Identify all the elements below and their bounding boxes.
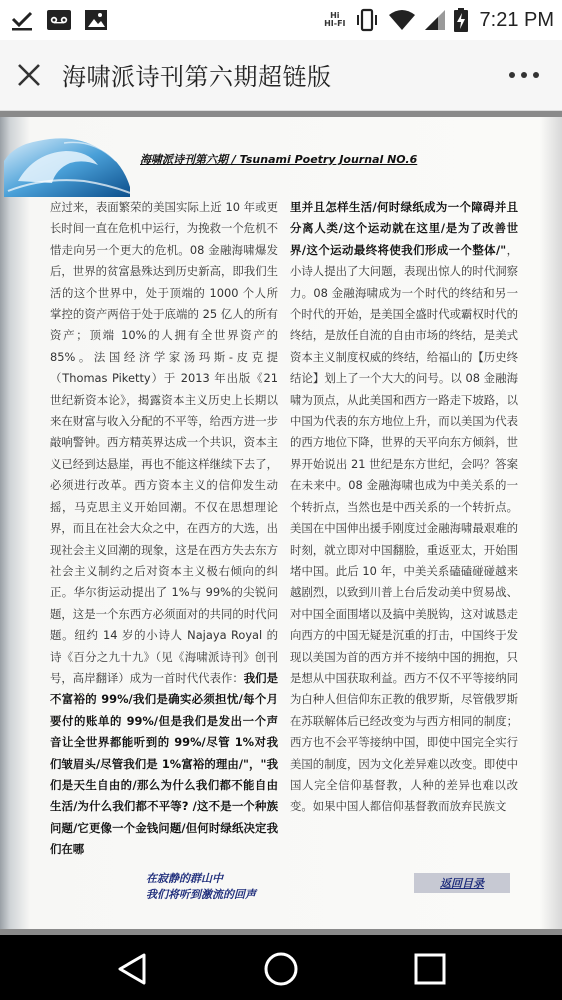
wifi-icon bbox=[388, 9, 416, 31]
more-options-icon[interactable] bbox=[506, 64, 542, 86]
return-to-contents-label: 返回目录 bbox=[440, 877, 484, 890]
article-text: 应过来，表面繁荣的美国实际上近 10 年或更长时间一直在危机中运行，为挽救一个危机不惜走向另一个更大的危机。08 金融海啸爆发后，世界的贫富悬殊达到历史新高，即我们生活的这个世界中，处于顶端的 1000 个人所掌控的资产两倍于处于底端的 25 亿人的所有资产；顶端 10%的人拥有全世界资产的 85%。法国经济学家汤玛斯-皮克提（Thomas Pikettу）于 2013 年出版《21 世纪新资本论》，揭露资本主义历史上长期以来在财富与收入分配的不平等，给西方进一步敲响警钟。西方精英界达成一个共识，资本主义已经到达悬崖，再也不能这样继续下去了，必须进行改革。西方资本主义的信仰发生动摇，马克思主义开始回潮。不仅在思想理论界，而且在社会大众之中，在西方的大选，出现社会主义回潮的现象，这是在西方失去东方社会主义制约之后对资本主义极右倾向的纠正。华尔街运动提出了 1%与 99%的尖锐问题，这是一个东西方必须面对的共同的时代问题。纽约 14 岁的小诗人 Najaya Royal 的诗《百分之九十九》（见《海啸派诗刊》创刊号，高岸翻译）成为一首时代代表作： bbox=[50, 200, 278, 685]
system-icons bbox=[324, 6, 554, 34]
recent-apps-icon[interactable] bbox=[410, 949, 450, 989]
status-bar bbox=[0, 0, 562, 40]
page-title: 海啸派诗刊第六期超链版 bbox=[62, 63, 332, 91]
vibrate-icon bbox=[354, 8, 380, 32]
footer-verse-line: 我们将听到激流的回声 bbox=[146, 888, 256, 901]
navigation-bar bbox=[0, 935, 562, 1000]
web-content[interactable] bbox=[0, 111, 562, 935]
hifi-label-bottom: HI-FI bbox=[324, 19, 346, 28]
battery-charging-icon bbox=[454, 8, 468, 32]
article-column-left bbox=[50, 197, 278, 869]
footer-verse bbox=[146, 871, 256, 903]
tsunami-wave-logo bbox=[4, 131, 130, 197]
check-icon bbox=[10, 8, 34, 32]
article-column-right bbox=[290, 197, 518, 869]
voicemail-icon bbox=[46, 9, 72, 31]
footer-verse-line: 在寂静的群山中 bbox=[146, 872, 223, 885]
poem-quote-continued: 里并且怎样生活/何时绿纸成为一个障碍并且分离人类/这个运动就在这里/是为了改善世界/这个运动最终将使我们形成一个整体/" bbox=[290, 200, 518, 257]
home-icon[interactable] bbox=[261, 949, 301, 989]
return-to-contents-link[interactable] bbox=[414, 873, 510, 893]
hifi-icon bbox=[324, 12, 345, 28]
app-bar bbox=[0, 40, 562, 111]
image-icon bbox=[84, 9, 108, 31]
clock: 7:21 PM bbox=[479, 8, 554, 31]
back-icon[interactable] bbox=[114, 949, 154, 989]
signal-icon bbox=[424, 9, 446, 31]
poem-quote: 我们是不富裕的 99%/我们是确实必须担忧/每个月要付的账单的 99%/但是我们是发出一个声音让全世界都能听到的 99%/尽管 1%对我们皱眉头/尽管我们是 1%富裕的理由/"，"我们是天生自由的/那么为什么我们都不能自由生活/为什么我们都不平等? /这不是一个种族问题/它更像一个金钱问题/但何时绿纸决定我们在哪 bbox=[50, 670, 278, 857]
close-icon[interactable] bbox=[14, 60, 44, 90]
journal-header: 海啸派诗刊第六期 / Tsunami Poetry Journal NO.6 bbox=[140, 153, 418, 166]
journal-page bbox=[0, 117, 562, 929]
article-text: ，小诗人提出了大问题，表现出惊人的时代洞察力。08 金融海啸成为一个时代的终结和另一个时代的开始，是美国全盛时代或霸权时代的终结，是放任自流的自由市场的终结，是美式资本主义制度权威的终结，给福山的【历史终结论】划上了一个大大的问号。以 08 金融海啸为顶点，从此美国和西方一路走下坡路，以中国为代表的东方地位上升，而以美国为代表的西方地位下降，世界的天平向东方倾斜，世界开始说出 21 世纪是东方世纪，会吗？答案在未来中。08 金融海啸也成为中美关系的一个转折点，当然也是中西关系的一个转折点。美国在中国伸出援手刚度过金融海啸最艰难的时刻，就立即对中国翻脸，重返亚太，开始围堵中国。此后 10 年，中美关系磕磕碰碰越来越剧烈，以致到川普上台后发动美中贸易战、对中国全面围堵以及搞中美脱钩，这对诚恳走向西方的中国无疑是沉重的打击，中国终于发现以美国为首的西方并不接纳中国的拥抱，只是想从中国获取利益。西方不仅不平等接纳同为白种人但信仰东正教的俄罗斯，尽管俄罗斯在苏联解体后已经改变为与西方相同的制度；西方也不会平等接纳中国，即使中国完全实行美国的制度，因为文化差异难以改变。即使中国人完全信仰基督教，人种的差异也难以改变。如果中国人都信仰基督教而放弃民族文 bbox=[290, 242, 518, 814]
notification-icons bbox=[10, 7, 108, 33]
hifi-label-top: Hi bbox=[330, 11, 340, 20]
